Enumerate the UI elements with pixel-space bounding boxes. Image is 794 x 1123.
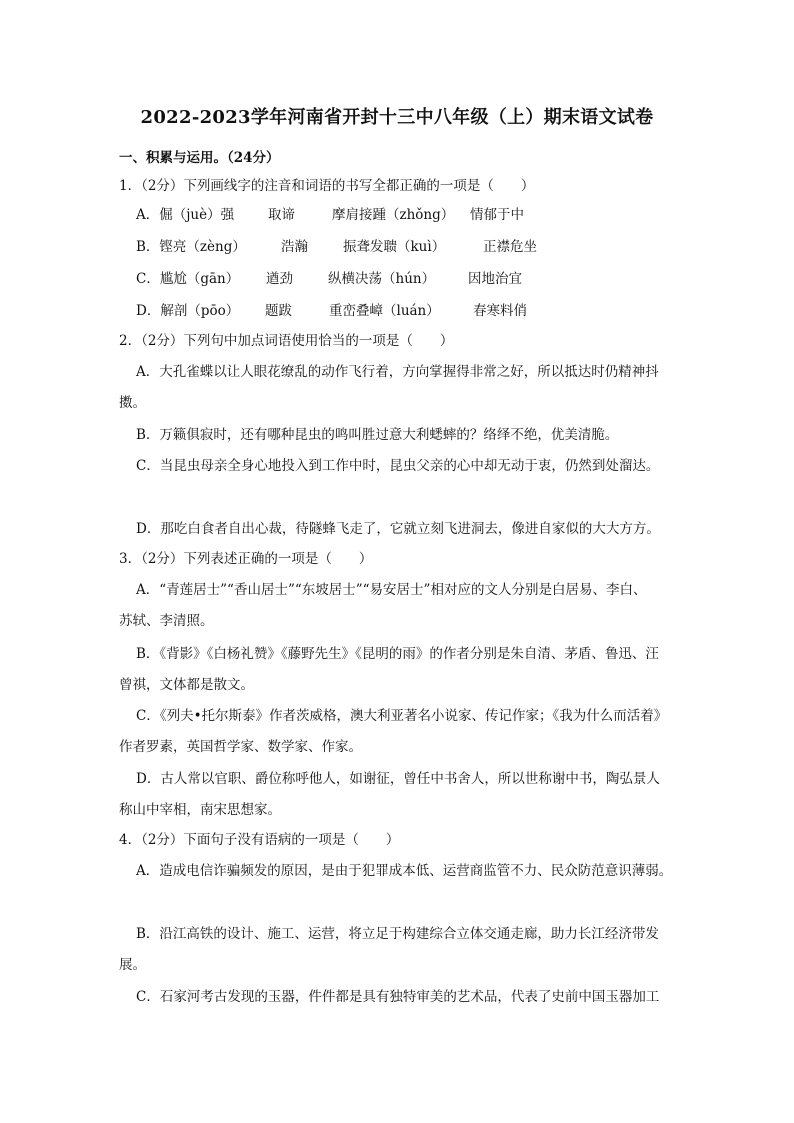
option-part: 正襟危坐 <box>483 239 537 255</box>
q2-option-c: C．当昆虫母亲全身心地投入到工作中时，昆虫父亲的心中却无动于衷，仍然到处溜达。 <box>136 458 660 474</box>
q3-option-a-cont: 苏轼、李清照。 <box>119 613 214 629</box>
option-part: 因地治宜 <box>468 271 522 287</box>
q4-option-c: C．石家河考古发现的玉器，件件都是具有独特审美的艺术品，代表了史前中国玉器加工 <box>136 989 660 1005</box>
option-part: C．尴尬（gān） <box>136 271 240 287</box>
option-part: D．解剖（pōo） <box>136 303 240 319</box>
q2-option-a-cont: 擞。 <box>119 395 146 411</box>
q2-stem: 2．（2分）下列句中加点词语使用恰当的一项是（ ） <box>119 333 454 349</box>
q2-option-b: B．万籁俱寂时，还有哪种昆虫的鸣叫胜过意大利蟋蟀的？络绎不绝，优美清脆。 <box>136 427 619 443</box>
q3-option-d: D．古人常以官职、爵位称呼他人，如谢征，曾任中书舍人，所以世称谢中书，陶弘景人 <box>136 771 660 787</box>
q3-option-d-cont: 称山中宰相，南宋思想家。 <box>119 802 281 818</box>
q3-stem: 3．（2分）下列表述正确的一项是（ ） <box>119 551 373 567</box>
q4-option-b-cont: 展。 <box>119 957 146 973</box>
q4-stem: 4．（2分）下面句子没有语病的一项是（ ） <box>119 832 400 848</box>
option-part: 纵横决荡（hún） <box>328 271 436 287</box>
q2-option-d: D．那吃白食者自出心裁，待隧蜂飞走了，它就立刻飞进洞去，像进自家似的大大方方。 <box>136 521 660 537</box>
q3-option-a: A．“青莲居士”“香山居士”“东坡居士”“易安居士”相对应的文人分别是白居易、李白、 <box>136 582 647 598</box>
q3-option-c-cont: 作者罗素，英国哲学家、数学家、作家。 <box>119 739 362 755</box>
q1-option-c <box>136 270 522 288</box>
page-title: 2022-2023学年河南省开封十三中八年级（上）期末语文试卷 <box>140 107 654 128</box>
option-part: A．倔（juè）强 <box>136 207 235 223</box>
option-part: 春寒料俏 <box>473 303 527 319</box>
option-part: 摩肩接踵（zhǒng） <box>332 207 455 223</box>
option-part: B．铿亮（zèng） <box>136 239 246 255</box>
q1-option-d <box>136 302 527 320</box>
option-part: 振聋发聩（kuì） <box>343 239 446 255</box>
section-heading: 一、积累与运用。（24分） <box>119 150 280 166</box>
option-part: 重峦叠嶂（luán） <box>329 303 440 319</box>
q3-option-c: C．《列夫•托尔斯泰》作者茨威格，澳大利亚著名小说家、传记作家；《我为什么而活着》 <box>136 708 668 724</box>
q1-option-b <box>136 238 537 256</box>
option-part: 遒劲 <box>266 271 293 287</box>
q2-option-a: A．大孔雀蝶以让人眼花缭乱的动作飞行着，方向掌握得非常之好，所以抵达时仍精神抖 <box>136 364 659 380</box>
q1-stem: 1．（2分）下列画线字的注音和词语的书写全都正确的一项是（ ） <box>119 178 535 194</box>
option-part: 取谛 <box>268 207 295 223</box>
option-part: 题跋 <box>265 303 292 319</box>
q1-option-a <box>136 206 524 224</box>
q3-option-b-cont: 曾祺，文体都是散文。 <box>119 677 254 693</box>
q4-option-b: B．沿江高铁的设计、施工、运营，将立足于构建综合立体交通走廊，助力长江经济带发 <box>136 926 659 942</box>
q4-option-a: A．造成电信诈骗频发的原因，是由于犯罪成本低、运营商监管不力、民众防范意识薄弱。 <box>136 863 673 879</box>
option-part: 浩瀚 <box>281 239 308 255</box>
option-part: 情郁于中 <box>470 207 524 223</box>
q3-option-b: B．《背影》《白杨礼赞》《藤野先生》《昆明的雨》的作者分别是朱自清、茅盾、鲁迅、汪 <box>136 646 659 662</box>
